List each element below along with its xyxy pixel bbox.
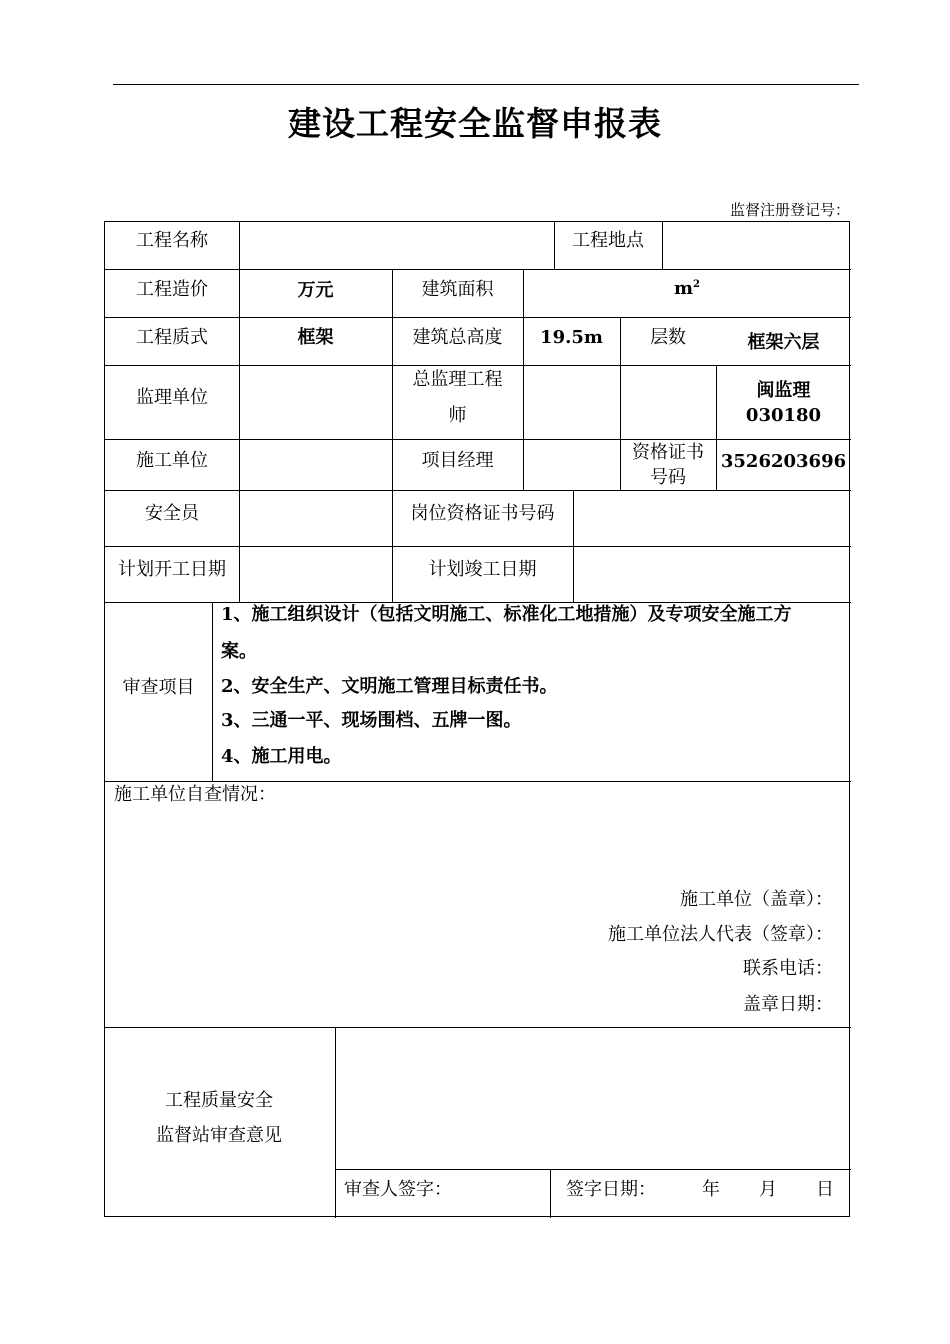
review-item-1-line1: 1、施工组织设计（包括文明施工、标准化工地措施）及专项安全施工方: [221, 604, 792, 625]
top-rule: [113, 84, 859, 85]
self-check-label: 施工单位自查情况：: [114, 784, 276, 805]
chief-engineer-label-line1: 总监理工程: [412, 369, 503, 390]
qualification-cert-value: 3526203696: [720, 451, 847, 472]
building-height-value: 19.5m: [540, 327, 603, 348]
floors-value: 框架六层: [747, 332, 820, 353]
planned-finish-date-label: 计划竣工日期: [428, 559, 537, 580]
structure-type-label: 工程质式: [136, 327, 208, 348]
legal-representative-label: 施工单位法人代表（签章）：: [608, 924, 833, 945]
review-item-2: 2、安全生产、文明施工管理目标责任书。: [221, 676, 558, 697]
project-manager-label: 项目经理: [421, 450, 494, 471]
supervision-cert-line2: 030180: [745, 405, 822, 426]
planned-start-date-label: 计划开工日期: [118, 559, 226, 580]
building-height-label: 建筑总高度: [412, 327, 503, 348]
floors-label: 层数: [650, 327, 686, 348]
day-label: 日: [816, 1179, 834, 1200]
year-label: 年: [702, 1179, 720, 1200]
building-area-label: 建筑面积: [421, 279, 494, 300]
contact-phone-label: 联系电话：: [743, 958, 833, 979]
supervision-unit-label: 监理单位: [136, 387, 208, 408]
project-name-label: 工程名称: [136, 230, 208, 251]
chief-engineer-label-line2: 师: [448, 405, 467, 426]
construction-unit-seal-label: 施工单位（盖章）：: [680, 889, 833, 910]
page-title: 建设工程安全监督申报表: [288, 104, 662, 143]
registration-number-label: 监督注册登记号：: [729, 201, 850, 219]
supervision-cert-line1: 闽监理: [756, 380, 811, 401]
seal-date-label: 盖章日期：: [743, 994, 833, 1015]
building-area-unit: $m^2$: [673, 278, 700, 299]
review-items-label: 审查项目: [122, 677, 195, 698]
month-label: 月: [759, 1179, 777, 1200]
qualification-cert-label-line1: 资格证书: [632, 442, 704, 463]
structure-type-value: 框架: [297, 327, 334, 348]
project-cost-label: 工程造价: [136, 279, 208, 300]
project-cost-unit: 万元: [297, 280, 334, 301]
post-qualification-cert-label: 岗位资格证书号码: [410, 503, 555, 524]
project-location-label: 工程地点: [572, 230, 644, 251]
station-opinion-label-line1: 工程质量安全: [165, 1090, 273, 1111]
signature-date-label: 签字日期：: [566, 1179, 656, 1200]
review-item-4: 4、施工用电。: [221, 746, 342, 767]
reviewer-signature-label: 审查人签字：: [344, 1179, 452, 1200]
station-opinion-label-line2: 监督站审查意见: [156, 1125, 282, 1146]
construction-unit-label: 施工单位: [136, 450, 208, 471]
review-item-3: 3、三通一平、现场围档、五牌一图。: [221, 710, 522, 731]
safety-officer-label: 安全员: [145, 503, 199, 524]
qualification-cert-label-line2: 号码: [650, 467, 686, 488]
review-item-1-line2: 案。: [221, 641, 257, 662]
